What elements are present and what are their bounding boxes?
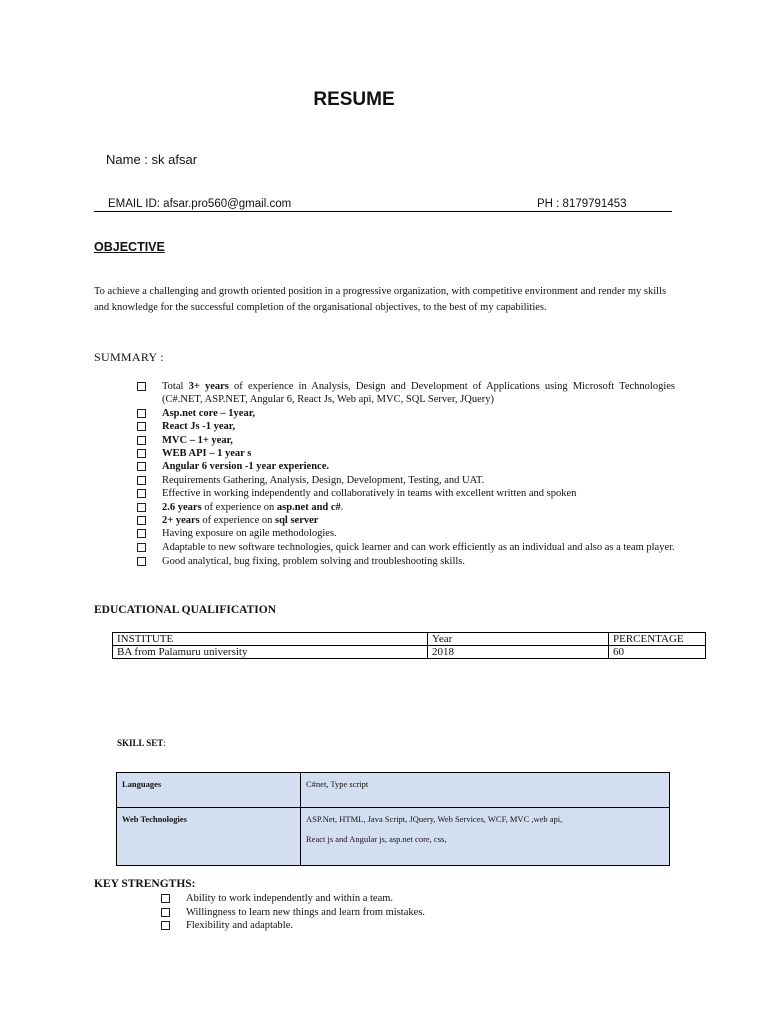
candidate-name: Name : sk afsar <box>106 152 198 167</box>
skills-value-line: React js and Angular js, asp.net core, css, <box>306 834 447 844</box>
checkbox-bullet-icon <box>137 557 146 566</box>
checkbox-bullet-icon <box>137 529 146 538</box>
summary-item: Having exposure on agile methodologies. <box>137 527 675 540</box>
summary-item: 2.6 years of experience on asp.net and c#. <box>137 501 675 514</box>
checkbox-bullet-icon <box>137 436 146 445</box>
checkbox-bullet-icon <box>161 908 170 917</box>
education-heading: EDUCATIONAL QUALIFICATION <box>94 604 277 616</box>
objective-text: To achieve a challenging and growth oriented position in a progressive organization, with competitive environment and render my skills and knowledge for the successful completion of the organisational objectives, to the best of my capabilities. <box>94 286 667 313</box>
summary-item: WEB API – 1 year s <box>137 447 675 460</box>
summary-heading: SUMMARY : <box>94 350 164 364</box>
table-header-percentage: PERCENTAGE <box>609 633 706 646</box>
summary-item: Requirements Gathering, Analysis, Design, Development, Testing, and UAT. <box>137 474 675 487</box>
education-table <box>112 632 706 659</box>
summary-item: Good analytical, bug fixing, problem solving and troubleshooting skills. <box>137 555 675 568</box>
skills-value <box>301 808 670 866</box>
checkbox-bullet-icon <box>137 409 146 418</box>
key-strength-item: Willingness to learn new things and learn from mistakes. <box>161 906 561 920</box>
key-strengths-heading: KEY STRENGTHS: <box>94 878 196 890</box>
skills-heading: SKILL SET: <box>117 738 166 748</box>
checkbox-bullet-icon <box>137 422 146 431</box>
checkbox-bullet-icon <box>137 516 146 525</box>
key-strength-item: Flexibility and adaptable. <box>161 919 561 933</box>
summary-item: React Js -1 year, <box>137 420 675 433</box>
contact-line <box>94 198 672 212</box>
checkbox-bullet-icon <box>161 894 170 903</box>
checkbox-bullet-icon <box>137 462 146 471</box>
email: EMAIL ID: afsar.pro560@gmail.com <box>108 198 292 210</box>
table-cell-institute: BA from Palamuru university <box>113 646 428 659</box>
key-strengths-list <box>161 892 561 933</box>
skills-label: Web Technologies <box>117 808 301 866</box>
checkbox-bullet-icon <box>137 489 146 498</box>
resume-title: RESUME <box>313 89 395 110</box>
table-cell-percentage: 60 <box>609 646 706 659</box>
summary-item: MVC – 1+ year, <box>137 434 675 447</box>
checkbox-bullet-icon <box>137 503 146 512</box>
summary-item: Asp.net core – 1year, <box>137 407 675 420</box>
summary-item: Effective in working independently and collaboratively in teams with excellent written and spoken <box>137 487 675 500</box>
table-row <box>113 646 706 659</box>
summary-item: Angular 6 version -1 year experience. <box>137 460 675 473</box>
skills-row-languages <box>117 773 670 808</box>
skills-row-web <box>117 808 670 866</box>
table-cell-year: 2018 <box>428 646 609 659</box>
skills-label: Languages <box>117 773 301 808</box>
summary-item: 2+ years of experience on sql server <box>137 514 675 527</box>
skills-value: C#net, Type script <box>301 773 670 808</box>
checkbox-bullet-icon <box>137 543 146 552</box>
checkbox-bullet-icon <box>137 476 146 485</box>
objective-heading: OBJECTIVE <box>94 240 165 254</box>
summary-list <box>137 380 675 569</box>
checkbox-bullet-icon <box>161 921 170 930</box>
checkbox-bullet-icon <box>137 449 146 458</box>
phone: PH : 8179791453 <box>537 198 627 210</box>
summary-item: Total 3+ years of experience in Analysis, Design and Development of Applications using Microsoft Technologies (C#.NET, ASP.NET, Angular 6, React Js, Web api, MVC, SQL Server, JQuery) <box>137 380 675 407</box>
checkbox-bullet-icon <box>137 382 146 391</box>
summary-item: Adaptable to new software technologies, quick learner and can work efficiently as an individual and also as a team player. <box>137 541 675 554</box>
skills-table <box>116 772 670 866</box>
table-header-year: Year <box>428 633 609 646</box>
table-header-row <box>113 633 706 646</box>
table-header-institute: INSTITUTE <box>113 633 428 646</box>
skills-value-line: ASP.Net, HTML, Java Script, JQuery, Web Services, WCF, MVC ,web api, <box>306 814 563 824</box>
key-strength-item: Ability to work independently and within a team. <box>161 892 561 906</box>
